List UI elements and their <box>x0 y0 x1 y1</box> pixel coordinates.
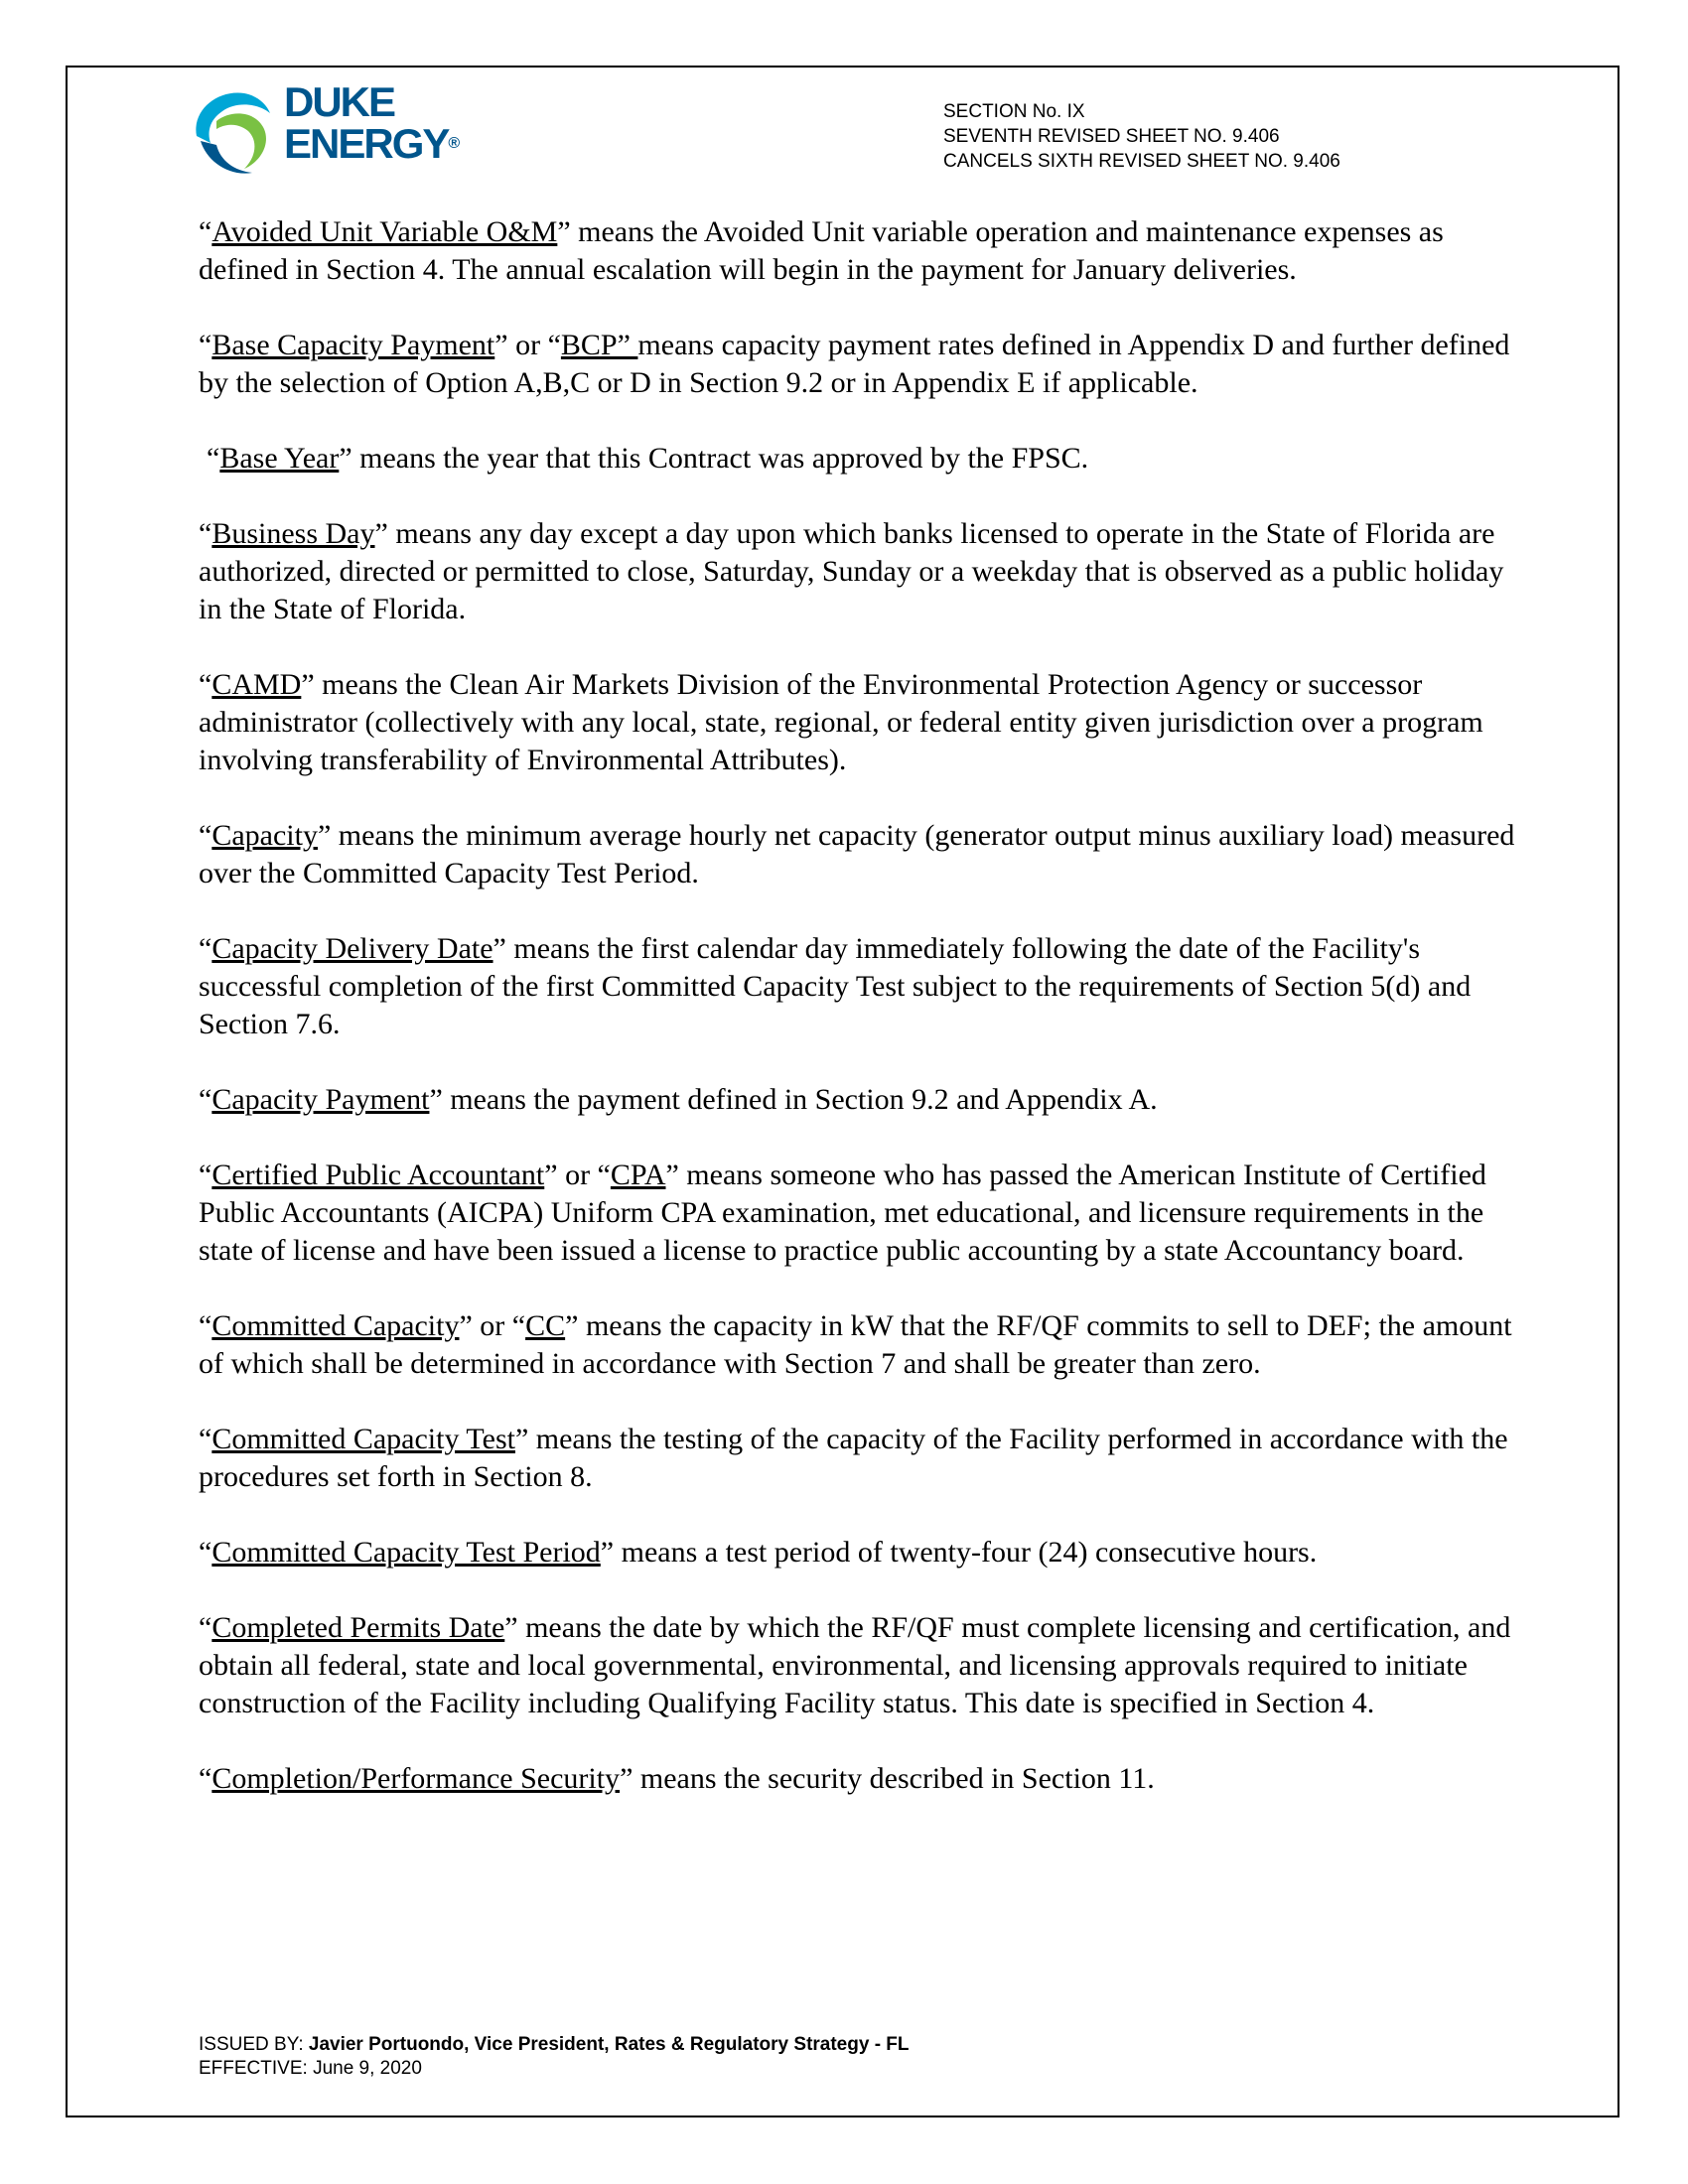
definition-body: ” means the year that this Contract was approved by the FPSC. <box>339 442 1089 475</box>
open-quote: “ <box>199 1611 212 1644</box>
defined-term: Committed Capacity Test <box>211 1423 515 1455</box>
definition-item <box>199 817 1519 892</box>
section-number: SECTION No. IX <box>943 101 1085 122</box>
registered-mark: ® <box>448 135 461 152</box>
duke-energy-logo-mark-icon <box>187 81 281 181</box>
definition-item <box>199 666 1519 779</box>
defined-term: CAMD <box>211 668 302 701</box>
sheet-header <box>943 99 1340 174</box>
open-quote: “ <box>199 1423 212 1455</box>
open-quote: “ <box>199 819 212 852</box>
sheet-number: SEVENTH REVISED SHEET NO. 9.406 <box>943 126 1280 147</box>
issued-by-name: Javier Portuondo, Vice President, Rates & Regulatory Strategy - FL <box>308 2034 910 2055</box>
defined-term-abbrev: CPA <box>610 1159 666 1191</box>
definition-item <box>199 440 1519 478</box>
definition-item <box>199 930 1519 1043</box>
definition-body: ” means the first calendar day immediately following the date of the Facility's successful completion of the first Committed Capacity Test subject to the requirements of Section 5(d) and Section 7.6. <box>199 932 1472 1040</box>
logo-wordmark <box>284 78 461 167</box>
defined-term: Committed Capacity <box>211 1309 460 1342</box>
definitions-list <box>199 213 1519 1836</box>
open-quote: “ <box>199 215 212 248</box>
definition-body: ” means a test period of twenty-four (24) consecutive hours. <box>600 1536 1318 1569</box>
definition-body: ” means the capacity in kW that the RF/QF commits to sell to DEF; the amount of which shall be determined in accordance with Section 7 and shall be greater than zero. <box>199 1309 1512 1380</box>
definition-body: ” means any day except a day upon which banks licensed to operate in the State of Florida are authorized, directed or permitted to close, Saturday, Sunday or a weekday that is observed as a public holiday in the State of Florida. <box>199 517 1504 625</box>
open-quote: “ <box>199 1762 212 1795</box>
sheet-footer <box>199 2033 910 2081</box>
defined-term: Avoided Unit Variable O&M <box>211 215 558 248</box>
defined-term: Committed Capacity Test Period <box>211 1536 601 1569</box>
open-quote: “ <box>199 329 212 361</box>
definition-item <box>199 515 1519 628</box>
duke-energy-logo <box>187 78 485 181</box>
defined-term: Certified Public Accountant <box>211 1159 545 1191</box>
open-quote: “ <box>199 1159 212 1191</box>
definition-body: ” means the minimum average hourly net capacity (generator output minus auxiliary load) measured over the Committed Capacity Test Period. <box>199 819 1515 889</box>
open-quote: “ <box>199 1309 212 1342</box>
open-quote: “ <box>199 517 212 550</box>
defined-term: Base Capacity Payment <box>211 329 495 361</box>
definition-item <box>199 1760 1519 1798</box>
definition-item <box>199 1081 1519 1119</box>
issued-by-label: ISSUED BY: <box>199 2034 309 2055</box>
defined-term: Completion/Performance Security <box>211 1762 621 1795</box>
definition-item <box>199 213 1519 289</box>
defined-term-abbrev: CC <box>525 1309 566 1342</box>
definition-item <box>199 1534 1519 1571</box>
open-quote: “ <box>199 1083 212 1116</box>
definition-item <box>199 1609 1519 1722</box>
definition-body: ” means the date by which the RF/QF must complete licensing and certification, and obtain all federal, state and local governmental, environmental, and licensing approvals required to initiate construction of the Facility including Qualifying Facility status. This date is specified in Section 4. <box>199 1611 1511 1719</box>
defined-term: Business Day <box>211 517 375 550</box>
open-quote: “ <box>199 668 212 701</box>
definition-item <box>199 1421 1519 1496</box>
effective-date: EFFECTIVE: June 9, 2020 <box>199 2058 422 2079</box>
defined-term: Capacity Delivery Date <box>211 932 493 965</box>
definition-item <box>199 1157 1519 1270</box>
definition-item <box>199 1307 1519 1383</box>
open-quote: “ <box>207 442 220 475</box>
logo-line-energy: ENERGY <box>284 120 449 167</box>
cancels-sheet: CANCELS SIXTH REVISED SHEET NO. 9.406 <box>943 151 1340 172</box>
definition-body: ” means the testing of the capacity of the Facility performed in accordance with the procedures set forth in Section 8. <box>199 1423 1508 1493</box>
open-quote: “ <box>199 1536 212 1569</box>
term-connector: ” or “ <box>544 1159 611 1191</box>
defined-term: Capacity <box>211 819 318 852</box>
definition-body: means capacity payment rates defined in Appendix D and further defined by the selection of Option A,B,C or D in Section 9.2 or in Appendix E if applicable. <box>199 329 1510 399</box>
definition-body: ” means the Clean Air Markets Division of the Environmental Protection Agency or successor administrator (collectively with any local, state, regional, or federal entity given jurisdiction over a program involving transferability of Environmental Attributes). <box>199 668 1483 776</box>
term-connector: ” or “ <box>494 329 561 361</box>
defined-term: Base Year <box>219 442 340 475</box>
defined-term: Capacity Payment <box>211 1083 430 1116</box>
open-quote: “ <box>199 932 212 965</box>
definition-body: ” means the security described in Section 11. <box>620 1762 1155 1795</box>
definition-item <box>199 327 1519 402</box>
defined-term-abbrev: BCP” <box>560 329 638 361</box>
definition-body: ” means the payment defined in Section 9.2 and Appendix A. <box>429 1083 1158 1116</box>
definition-body: ” means someone who has passed the American Institute of Certified Public Accountants (AICPA) Uniform CPA examination, met educational, and licensure requirements in the state of license and have been issued a license to practice public accounting by a state Accountancy board. <box>199 1159 1486 1267</box>
defined-term: Completed Permits Date <box>211 1611 505 1644</box>
definition-body: ” means the Avoided Unit variable operation and maintenance expenses as defined in Section 4. The annual escalation will begin in the payment for January deliveries. <box>199 215 1444 286</box>
term-connector: ” or “ <box>459 1309 526 1342</box>
logo-line-duke: DUKE <box>284 78 395 125</box>
